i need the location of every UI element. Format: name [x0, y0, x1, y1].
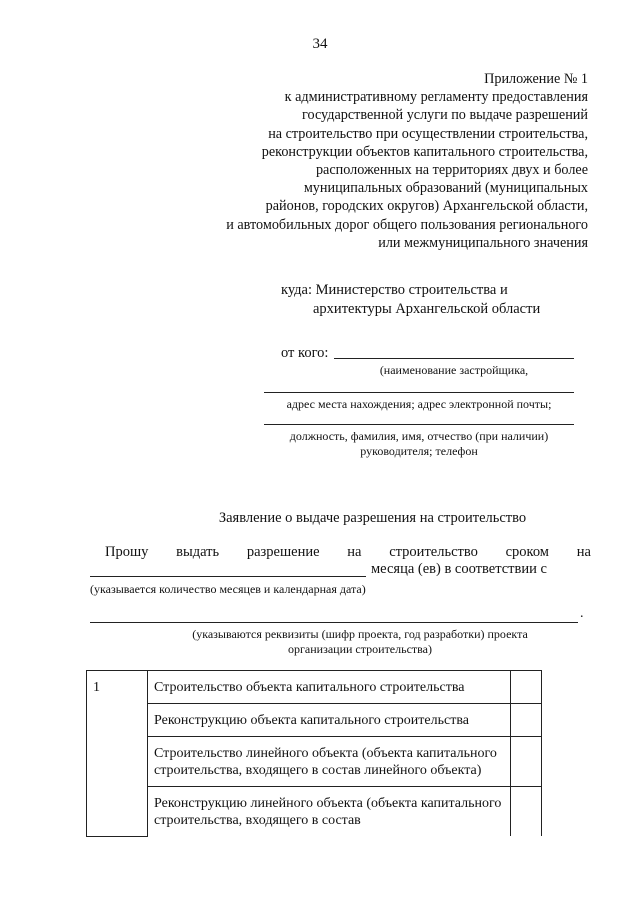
months-text: месяца (ев) в соответствии с — [371, 561, 547, 577]
sender-name-field[interactable] — [334, 358, 574, 359]
sender-caption-4: руководителя; телефон — [360, 444, 478, 458]
table-row — [87, 671, 542, 704]
appendix-line: и автомобильных дорог общего пользования регионального — [226, 216, 588, 233]
appendix-line: или межмуниципального значения — [378, 234, 588, 251]
document-title: Заявление о выдаче разрешения на строительство — [218, 510, 527, 526]
sender-caption-1: (наименование застройщика, — [379, 363, 529, 377]
appendix-line: Приложение № 1 — [484, 71, 588, 87]
request-word: строительство — [389, 544, 478, 560]
request-word: на — [576, 544, 591, 560]
sender-address-field[interactable] — [264, 392, 574, 393]
table-row — [87, 787, 542, 837]
request-word: выдать — [176, 544, 220, 560]
request-word: разрешение — [246, 544, 320, 560]
recipient-line-2: архитектуры Архангельской области — [313, 301, 541, 317]
option-checkbox[interactable] — [511, 671, 542, 704]
appendix-line: к административному регламенту предоставления — [284, 89, 588, 106]
sender-caption-2: адрес места нахождения; адрес электронной почты; — [286, 397, 552, 411]
option-checkbox[interactable] — [511, 704, 542, 737]
appendix-line: реконструкции объектов капитального строительства, — [261, 143, 588, 160]
table-row — [87, 737, 542, 787]
project-field[interactable] — [90, 622, 578, 623]
options-table — [86, 670, 542, 837]
sender-head-field[interactable] — [264, 424, 574, 425]
months-field[interactable] — [90, 576, 366, 577]
sender-label: от кого: — [281, 345, 329, 361]
request-line — [105, 544, 591, 561]
appendix-line: государственной услуги по выдаче разрешений — [302, 107, 588, 124]
sender-caption-3: должность, фамилия, имя, отчество (при наличии) — [289, 429, 549, 443]
appendix-header — [148, 70, 588, 252]
option-text: Строительство объекта капитального строительства — [148, 671, 511, 704]
appendix-line: муниципальных образований (муниципальных — [303, 180, 588, 197]
option-text: Реконструкцию объекта капитального строительства — [148, 704, 511, 737]
option-checkbox[interactable] — [511, 737, 542, 787]
table-row — [87, 704, 542, 737]
page-number: 34 — [312, 36, 328, 52]
project-caption-2: организации строительства) — [288, 642, 432, 656]
appendix-line: на строительство при осуществлении строительства, — [268, 125, 588, 142]
months-caption: (указывается количество месяцев и календарная дата) — [90, 582, 366, 596]
option-text: Реконструкцию линейного объекта (объекта капитального строительства, входящего в состав — [148, 787, 511, 837]
page-bottom-margin — [0, 848, 640, 905]
request-word: на — [347, 544, 362, 560]
recipient-block — [281, 281, 540, 319]
option-checkbox[interactable] — [511, 787, 542, 837]
appendix-line: расположенных на территориях двух и более — [315, 162, 588, 179]
end-dot: . — [580, 606, 584, 621]
option-text: Строительство линейного объекта (объекта капитального строительства, входящего в состав линейного объекта) — [148, 737, 511, 787]
appendix-line: районов, городских округов) Архангельской области, — [265, 198, 588, 215]
request-word: сроком — [505, 544, 549, 560]
recipient-line-1: куда: Министерство строительства и — [281, 282, 508, 298]
project-caption-1: (указываются реквизиты (шифр проекта, год разработки) проекта — [192, 627, 528, 641]
row-number: 1 — [87, 671, 148, 837]
request-word: Прошу — [105, 544, 149, 560]
